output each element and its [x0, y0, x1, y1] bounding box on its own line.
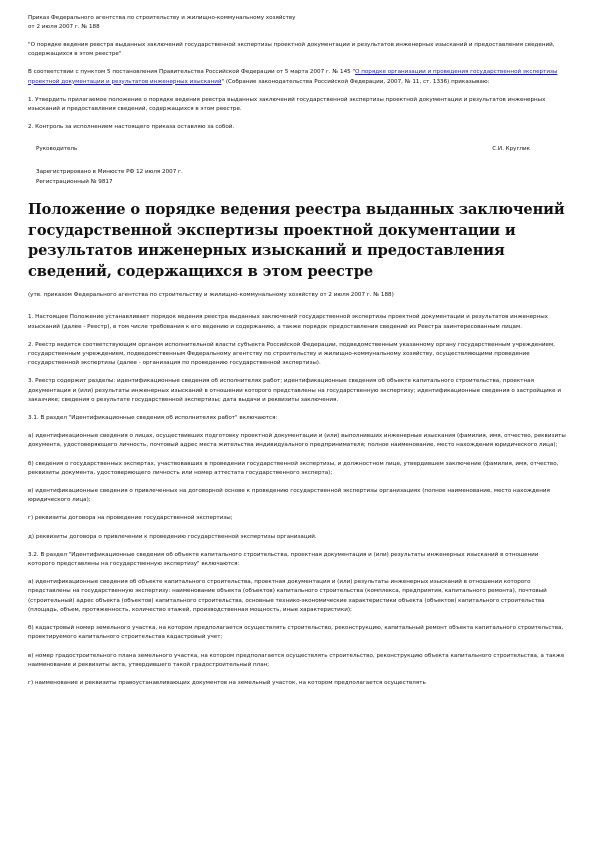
item-3-2-c: в) номер градостроительного плана земельного участка, на котором предполагается осуществлять строительство, реконструкцию объекта капитального строительства, а также наименование и реквизиты акта, утвердившего такой градостроительный план;	[28, 652, 565, 668]
order-subject: "О порядке ведения реестра выданных заключений государственной экспертизы проектной документации и результатов инженерных изысканий и предоставления сведений, содержащихся в этом реестре"	[28, 42, 555, 58]
item-3-1-d: г) реквизиты договора на проведение государственной экспертизы;	[28, 515, 233, 522]
preamble	[28, 68, 566, 86]
body-paragraph-2: 2. Реестр ведется соответствующим органом исполнительной власти субъекта Российской Федерации, подведомственным указанному органу государственным учреждением, государственным учреждением, подведомственным Федеральному агентству по строительству и жилищно-коммунальному хозяйству, осуществляющими проведение государственной экспертизы (далее - организация по проведению государственной экспертизы).	[28, 341, 555, 367]
registration-line-1: Зарегистрировано в Минюсте РФ 12 июля 2007 г.	[36, 169, 183, 176]
item-3-2-d: г) наименование и реквизиты правоустанавливающих документов на земельный участок, на котором предполагается осуществлять	[28, 679, 426, 686]
section-3-2-heading: 3.2. В раздел "Идентификационные сведения об объекте капитального строительства, проектная документация и (или) результаты инженерных изысканий в отношении которого представлены на государственную экспертизу" включаются:	[28, 551, 539, 568]
item-3-1-c: в) идентификационные сведения о привлеченных на договорной основе к проведению государственной экспертизы организациях (полное наименование, место нахождения юридического лица);	[28, 488, 550, 504]
item-3-2-b: б) кадастровый номер земельного участка, на котором предполагается осуществлять строительство, реконструкцию, капитальный ремонт объекта капитального строительства, проектируемого капитального строительства кадастровый учет;	[28, 625, 564, 641]
signature-row	[28, 145, 566, 154]
item-3-1-a: а) идентификационные сведения о лицах, осуществивших подготовку проектной документации и (или) выполнивших инженерные изыскания (фамилия, имя, отчество, реквизиты документа, удостоверяющего личность, почтовый адрес места жительства индивидуального предпринимателя; полное наименование, место нахождения юридического лица);	[28, 433, 566, 449]
document-title: Положение о порядке ведения реестра выданных заключений государственной экспертизы проектной документации и результатов инженерных изысканий и предоставления сведений, содержащихся в этом реестре	[28, 201, 565, 280]
signature-name: С.И. Круглик	[492, 146, 530, 153]
body-paragraph-3: 3. Реестр содержит разделы: идентификационные сведения об исполнителях работ; идентификационные сведения об объекте капитального строительства, проектная документация и (или) результаты инженерных изысканий в отношении которого представлены на государственную экспертизу; идентификационные сведения о застройщике и заказчике; сведения о результате государственной экспертизы; дата выдачи и реквизиты заключения.	[28, 378, 562, 403]
section-3-1-heading: 3.1. В раздел "Идентификационные сведения об исполнителях работ" включаются:	[28, 415, 278, 422]
decree-link[interactable]: О порядке организации и проведения государственной экспертизы проектной документации и результатов инженерных изысканий	[28, 69, 558, 85]
approved-note: (утв. приказом Федерального агентства по строительству и жилищно-коммунальному хозяйству от 2 июля 2007 г. № 188)	[28, 292, 394, 299]
item-3-1-e: д) реквизиты договора о привлечении к проведению государственной экспертизы организаций.	[28, 533, 317, 540]
order-line-2: от 2 июля 2007 г. № 188	[28, 24, 100, 30]
preamble-text-before: В соответствии с пунктом 5 постановления Правительства Российской Федерации от 5 марта 2007 г. № 145 "	[28, 69, 356, 76]
signature-role: Руководитель	[36, 146, 78, 153]
clause-2: 2. Контроль за исполнением настоящего приказа оставляю за собой.	[28, 124, 235, 131]
registration-line-2: Регистрационный № 9817	[36, 179, 113, 186]
body-paragraph-1: 1. Настоящее Положение устанавливает порядок ведения реестра выданных заключений государственной экспертизы проектной документации и результатов инженерных изысканий (далее - Реестр), в том числе требования к его ведению и содержанию, а также порядок предоставления сведений из Реестра заинтересованным лицам.	[28, 314, 548, 330]
order-line-1: Приказ Федерального агентства по строительству и жилищно-коммунальному хозяйству	[28, 15, 296, 21]
item-3-2-a: а) идентификационные сведения об объекте капитального строительства, проектная документация и (или) результаты инженерных изысканий в отношении которого представлены на государственную экспертизу: наименование объекта (объектов) капитального строительства (комплекса, предприятия, капитального ремонта), почтовый (строительный) адрес объекта (объектов) капитального строительства, основные технико-экономические характеристики объекта (объектов) капитального строительства (площадь, объем, протяженность, количество этажей, производственная мощность, иные характеристики);	[28, 579, 547, 613]
preamble-text-after: " (Собрание законодательства Российской Федерации, 2007, № 11, ст. 1336) приказываю:	[221, 78, 490, 85]
clause-1: 1. Утвердить прилагаемое положение о порядке ведения реестра выданных заключений государственной экспертизы проектной документации и результатов инженерных изысканий и предоставления сведений, содержащихся в этом реестре.	[28, 96, 546, 113]
item-3-1-b: б) сведения о государственных экспертах, участвовавших в проведении государственной экспертизы, и должностном лице, утвердившем заключение (фамилия, имя, отчество, реквизиты документа, удостоверяющего личность или номер аттестата государственного эксперта);	[28, 460, 559, 476]
document-page	[28, 14, 566, 688]
